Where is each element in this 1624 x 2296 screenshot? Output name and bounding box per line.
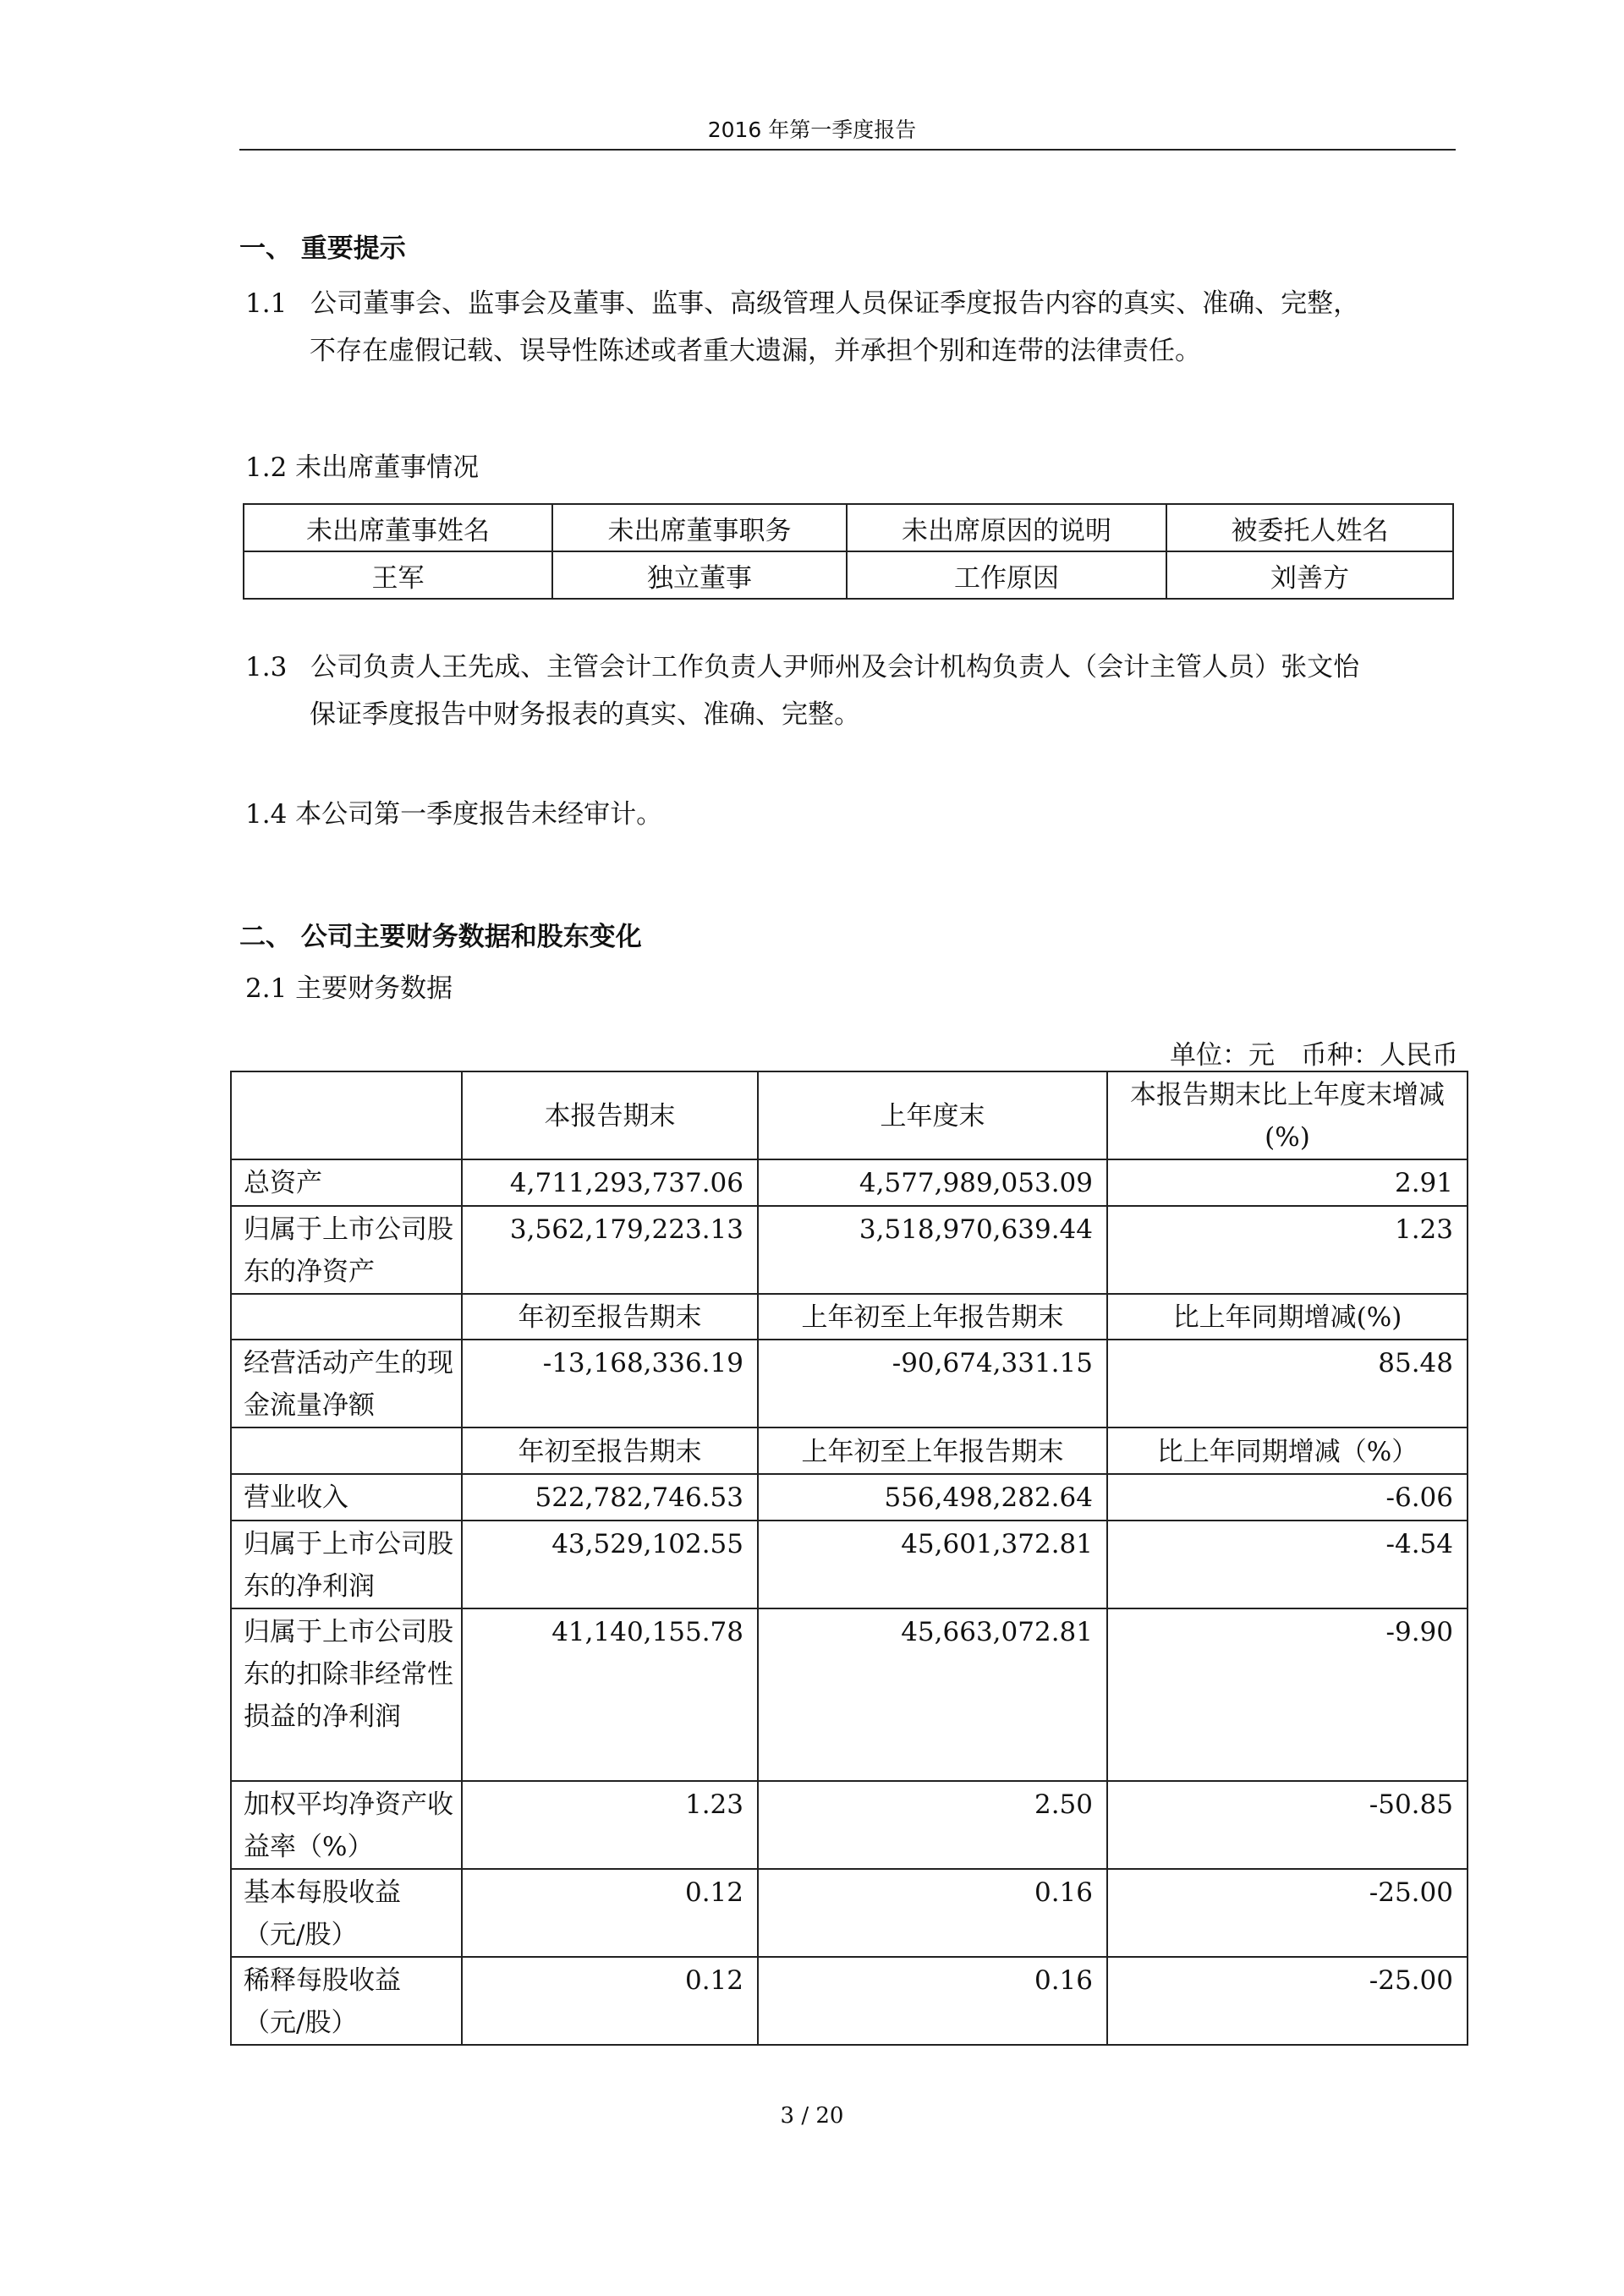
table-cell-value: 3,518,970,639.44 [758,1206,1107,1294]
table-header-cell: 未出席原因的说明 [847,504,1166,551]
table-cell-value: 4,711,293,737.06 [462,1159,758,1206]
table-header-cell-empty [231,1427,462,1474]
paragraph-1-3-line-2: 保证季度报告中财务报表的真实、准确、完整。 [310,699,860,730]
table-row [231,1340,1468,1427]
paragraph-1-3-number: 1.3 [245,652,288,682]
row-label: 营业收入 [231,1474,462,1521]
table-header-cell: 上年度末 [758,1071,1107,1159]
subsection-2-1-title: 2.1 主要财务数据 [245,973,453,1004]
table-header-row [231,1071,1468,1159]
table-row [231,1206,1468,1294]
table-cell-value: -50.85 [1107,1781,1468,1869]
table-cell-value: 0.16 [758,1957,1107,2045]
row-label: 归属于上市公司股东的净资产 [231,1206,462,1294]
table-cell-value: 4,577,989,053.09 [758,1159,1107,1206]
table-cell-value: 1.23 [1107,1206,1468,1294]
table-cell-value: 2.50 [758,1781,1107,1869]
paragraph-1-1-number: 1.1 [245,288,288,319]
row-label: 加权平均净资产收益率（%） [231,1781,462,1869]
table-header-cell: 比上年同期增减（%） [1107,1427,1468,1474]
table-row [231,1521,1468,1608]
paragraph-1-4: 1.4 本公司第一季度报告未经审计。 [245,799,663,830]
paragraph-1-1 [245,280,1455,375]
row-label: 归属于上市公司股东的扣除非经常性损益的净利润 [231,1608,462,1781]
header-rule [239,149,1456,151]
table-header-cell: 被委托人姓名 [1166,504,1453,551]
table-header-cell: 本报告期末比上年度末增减(%) [1107,1071,1468,1159]
row-label: 稀释每股收益（元/股） [231,1957,462,2045]
row-label: 归属于上市公司股东的净利润 [231,1521,462,1608]
paragraph-1-1-line-1: 公司董事会、监事会及董事、监事、高级管理人员保证季度报告内容的真实、准确、完整， [310,288,1360,319]
table-cell: 刘善方 [1166,551,1453,599]
row-label: 基本每股收益（元/股） [231,1869,462,1957]
paragraph-1-3 [245,644,1455,738]
table-cell-value: -9.90 [1107,1608,1468,1781]
table-cell-value: -90,674,331.15 [758,1340,1107,1427]
table-header-row [231,1294,1468,1340]
row-label: 经营活动产生的现金流量净额 [231,1340,462,1427]
table-header-cell: 上年初至上年报告期末 [758,1294,1107,1340]
table-cell-value: 0.12 [462,1957,758,2045]
section-1-heading: 一、 重要提示 [239,233,406,264]
table-cell-value: 41,140,155.78 [462,1608,758,1781]
table-cell-value: 0.16 [758,1869,1107,1957]
unit-currency-note: 单位：元 币种：人民币 [1170,1040,1458,1071]
table-cell-value: 522,782,746.53 [462,1474,758,1521]
table-row [244,551,1453,599]
table-cell-value: 43,529,102.55 [462,1521,758,1608]
table-row [231,1608,1468,1781]
table-header-row [231,1427,1468,1474]
table-cell-value: 45,601,372.81 [758,1521,1107,1608]
table-header-cell: 上年初至上年报告期末 [758,1427,1107,1474]
page-header-title: 2016 年第一季度报告 [707,118,917,142]
table-cell-value: 3,562,179,223.13 [462,1206,758,1294]
table-cell-value: -4.54 [1107,1521,1468,1608]
paragraph-1-1-line-2: 不存在虚假记载、误导性陈述或者重大遗漏，并承担个别和连带的法律责任。 [310,336,1201,366]
financial-data-table [230,1071,1468,2046]
table-cell-value: 1.23 [462,1781,758,1869]
section-2-heading: 二、 公司主要财务数据和股东变化 [239,922,642,952]
table-header-cell: 比上年同期增减(%) [1107,1294,1468,1340]
table-cell-value: -13,168,336.19 [462,1340,758,1427]
table-row [231,1159,1468,1206]
table-header-cell: 本报告期末 [462,1071,758,1159]
table-cell-value: -25.00 [1107,1869,1468,1957]
table-row [231,1474,1468,1521]
row-label: 总资产 [231,1159,462,1206]
table-header-cell: 年初至报告期末 [462,1427,758,1474]
absent-directors-table [243,503,1454,600]
table-cell-value: 45,663,072.81 [758,1608,1107,1781]
table-header-cell: 未出席董事姓名 [244,504,552,551]
table-row [231,1781,1468,1869]
table-header-cell: 未出席董事职务 [552,504,847,551]
table-row [231,1869,1468,1957]
table-cell: 工作原因 [847,551,1166,599]
table-header-cell: 年初至报告期末 [462,1294,758,1340]
table-header-cell-empty [231,1071,462,1159]
table-header-row [244,504,1453,551]
table-header-cell-empty [231,1294,462,1340]
table-cell-value: -6.06 [1107,1474,1468,1521]
table-cell-value: -25.00 [1107,1957,1468,2045]
table-cell: 王军 [244,551,552,599]
table-cell-value: 2.91 [1107,1159,1468,1206]
table-row [231,1957,1468,2045]
paragraph-1-3-line-1: 公司负责人王先成、主管会计工作负责人尹师州及会计机构负责人（会计主管人员）张文怡 [310,652,1360,682]
table-cell-value: 556,498,282.64 [758,1474,1107,1521]
table-cell-value: 85.48 [1107,1340,1468,1427]
table-cell: 独立董事 [552,551,847,599]
table-cell-value: 0.12 [462,1869,758,1957]
page-number: 3 / 20 [780,2103,844,2129]
paragraph-1-2: 1.2 未出席董事情况 [245,452,480,483]
